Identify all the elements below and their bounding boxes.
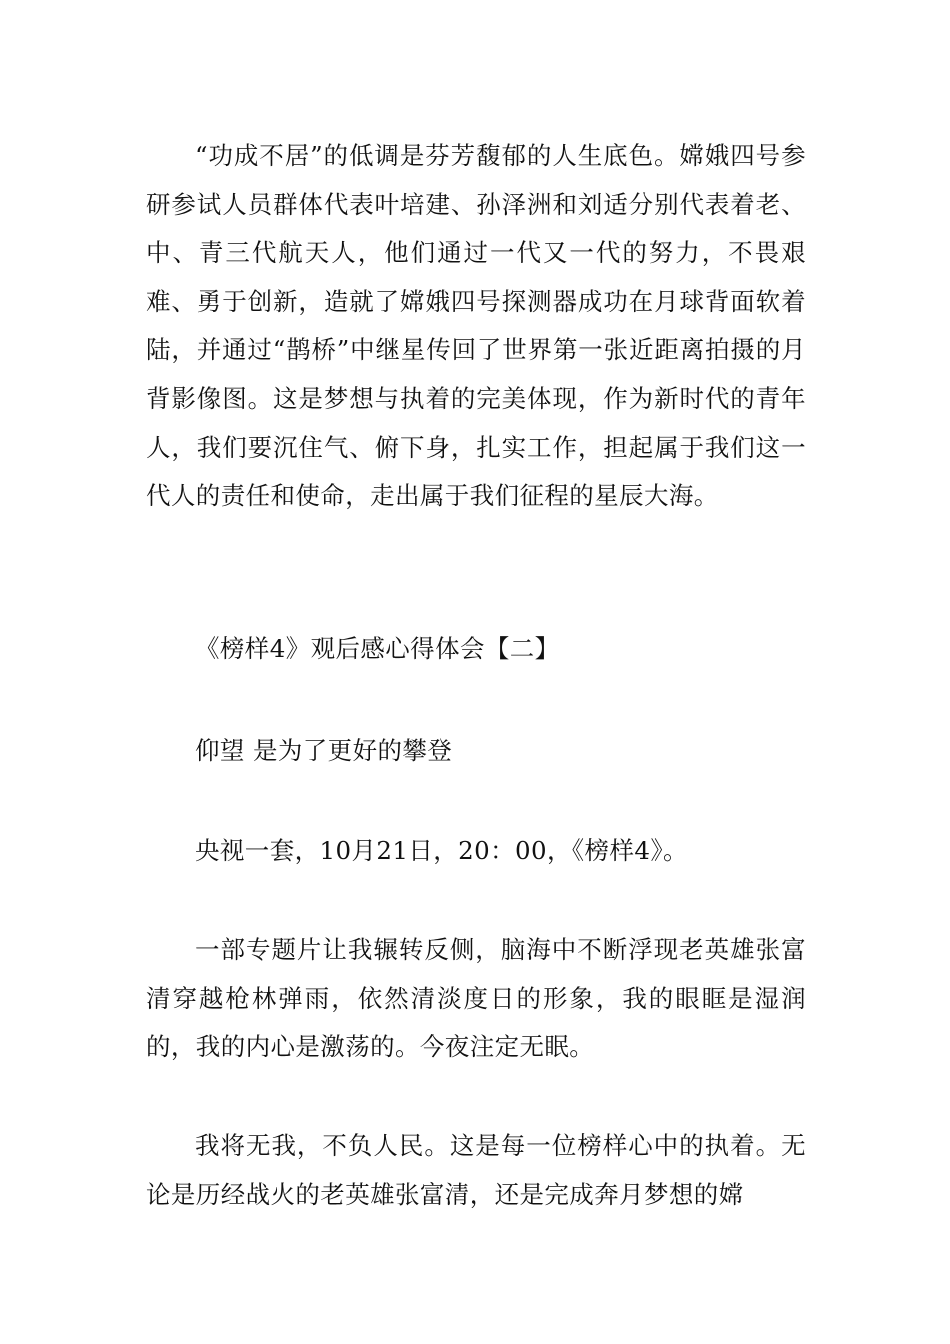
article-title: 仰望 是为了更好的攀登 [195,736,453,765]
paragraph-reflection: 一部专题片让我辗转反侧，脑海中不断浮现老英雄张富清穿越枪林弹雨，依然清淡度日的形象，我的眼眶是湿润的，我的内心是激荡的。今夜注定无眠。 [146,935,806,1062]
section-heading: 《榜样4》观后感心得体会【二】 [195,634,560,663]
paragraph-chang-e-team: “功成不居”的低调是芬芳馥郁的人生底色。嫦娥四号参研参试人员群体代表叶培建、孙泽洲和刘适分别代表着老、中、青三代航天人，他们通过一代又一代的努力，不畏艰难、勇于创新，造就了嫦娥四号探测器成功在月球背面软着陆，并通过“鹊桥”中继星传回了世界第一张近距离拍摄的月背影像图。这是梦想与执着的完美体现，作为新时代的青年人，我们要沉住气、俯下身，扎实工作，担起属于我们这一代人的责任和使命，走出属于我们征程的星辰大海。 [146,141,806,511]
paragraph-broadcast-info: 央视一套，10月21日，20：00，《榜样4》。 [195,836,688,865]
paragraph-role-models: 我将无我，不负人民。这是每一位榜样心中的执着。无论是历经战火的老英雄张富清，还是完成奔月梦想的嫦 [146,1131,806,1209]
